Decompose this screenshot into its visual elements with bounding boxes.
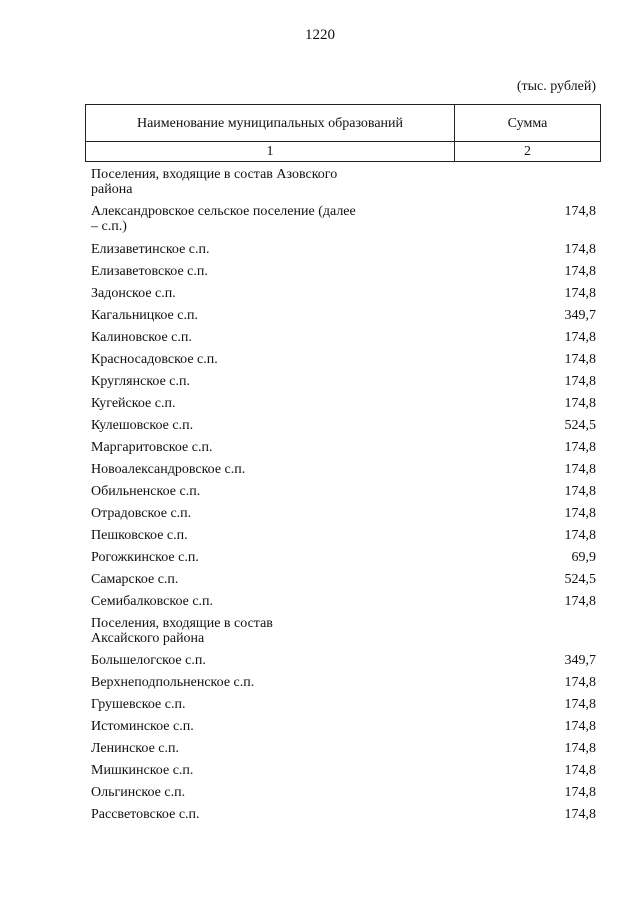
- amount-value: 174,8: [564, 396, 596, 411]
- municipality-name: Кагальницкое с.п.: [91, 308, 198, 323]
- table-row: [91, 308, 596, 330]
- amount-value: 174,8: [564, 719, 596, 734]
- amount-value: 174,8: [564, 242, 596, 257]
- table-row: [91, 484, 596, 506]
- table-row: [91, 352, 596, 374]
- amount-value: 174,8: [564, 440, 596, 455]
- amount-value: 174,8: [564, 675, 596, 690]
- table-row: [91, 286, 596, 308]
- table-row: [91, 528, 596, 550]
- table-row: [91, 242, 596, 264]
- amount-value: 174,8: [564, 697, 596, 712]
- municipality-name: Обильненское с.п.: [91, 484, 201, 499]
- amount-value: 174,8: [564, 741, 596, 756]
- amount-value: 174,8: [564, 807, 596, 822]
- municipality-name: Пешковское с.п.: [91, 528, 188, 543]
- amount-value: 174,8: [564, 264, 596, 279]
- table-body: [91, 167, 596, 829]
- municipality-name: Ольгинское с.п.: [91, 785, 186, 800]
- table-row: [91, 741, 596, 763]
- table-row: [91, 719, 596, 741]
- table-row: [91, 697, 596, 719]
- municipality-name: Рассветовское с.п.: [91, 807, 200, 822]
- units-label: (тыс. рублей): [516, 79, 596, 94]
- municipality-name: Ленинское с.п.: [91, 741, 179, 756]
- amount-value: 174,8: [564, 484, 596, 499]
- table-row: [91, 462, 596, 484]
- table-row: [91, 506, 596, 528]
- municipality-name: Маргаритовское с.п.: [91, 440, 213, 455]
- municipality-name: Александровское сельское поселение (далее – с.п.): [91, 204, 356, 234]
- municipality-name: Большелогское с.п.: [91, 653, 206, 668]
- amount-value: 174,8: [564, 286, 596, 301]
- table-row: [91, 572, 596, 594]
- municipality-name: Кугейское с.п.: [91, 396, 176, 411]
- amount-value: 174,8: [564, 528, 596, 543]
- column-number-2: 2: [455, 142, 601, 162]
- amount-value: 349,7: [564, 308, 596, 323]
- table-row: [91, 440, 596, 462]
- municipality-name: Грушевское с.п.: [91, 697, 186, 712]
- municipality-name: Рогожкинское с.п.: [91, 550, 199, 565]
- table-row: [91, 763, 596, 785]
- municipality-name: Отрадовское с.п.: [91, 506, 192, 521]
- amount-value: 174,8: [564, 594, 596, 609]
- table-row: [91, 264, 596, 286]
- municipality-name: Елизаветинское с.п.: [91, 242, 210, 257]
- table-row: [91, 550, 596, 572]
- municipality-name: Самарское с.п.: [91, 572, 179, 587]
- municipality-name: Красносадовское с.п.: [91, 352, 218, 367]
- column-title-sum: Сумма: [455, 105, 601, 142]
- group-heading-row: [91, 616, 596, 653]
- table-row: [91, 807, 596, 829]
- table-header: [85, 104, 601, 162]
- page-number: 1220: [305, 27, 335, 43]
- table-row: [91, 653, 596, 675]
- table-row: [91, 675, 596, 697]
- municipality-name: Мишкинское с.п.: [91, 763, 194, 778]
- amount-value: 524,5: [564, 572, 596, 587]
- amount-value: 174,8: [564, 330, 596, 345]
- amount-value: 349,7: [564, 653, 596, 668]
- table-row: [91, 396, 596, 418]
- municipality-name: Истоминское с.п.: [91, 719, 194, 734]
- table-row: [91, 594, 596, 616]
- municipality-name: Новоалександровское с.п.: [91, 462, 246, 477]
- municipality-name: Семибалковское с.п.: [91, 594, 214, 609]
- amount-value: 174,8: [564, 374, 596, 389]
- column-number-1: 1: [86, 142, 455, 162]
- municipality-name: Поселения, входящие в состав Аксайского района: [91, 616, 273, 646]
- municipality-name: Задонское с.п.: [91, 286, 176, 301]
- municipality-name: Калиновское с.п.: [91, 330, 192, 345]
- table-row: [91, 330, 596, 352]
- amount-value: 69,9: [571, 550, 596, 565]
- table-row: [91, 418, 596, 440]
- amount-value: 174,8: [564, 204, 596, 219]
- amount-value: 174,8: [564, 462, 596, 477]
- municipality-name: Кулешовское с.п.: [91, 418, 194, 433]
- municipality-name: Елизаветовское с.п.: [91, 264, 208, 279]
- municipality-name: Поселения, входящие в состав Азовского района: [91, 167, 338, 197]
- column-title-name: Наименование муниципальных образований: [86, 105, 455, 142]
- amount-value: 174,8: [564, 506, 596, 521]
- table-row: [91, 204, 596, 242]
- amount-value: 174,8: [564, 763, 596, 778]
- table-row: [91, 785, 596, 807]
- municipality-name: Круглянское с.п.: [91, 374, 190, 389]
- group-heading-row: [91, 167, 596, 204]
- table-row: [91, 374, 596, 396]
- amount-value: 174,8: [564, 785, 596, 800]
- municipality-name: Верхнеподпольненское с.п.: [91, 675, 255, 690]
- amount-value: 174,8: [564, 352, 596, 367]
- amount-value: 524,5: [564, 418, 596, 433]
